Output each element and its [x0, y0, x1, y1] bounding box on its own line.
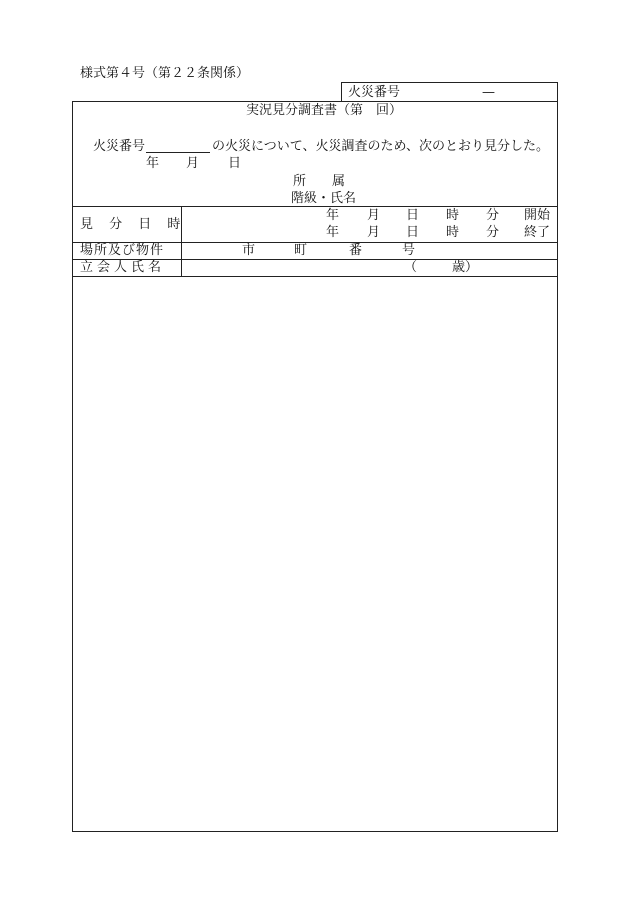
date-year: 年 [146, 156, 160, 171]
start-year: 年 [326, 208, 340, 223]
fire-number-label: 火災番号 [348, 85, 401, 100]
location-lot: 番 [349, 243, 363, 258]
form-number: 様式第４号（第２２条関係） [80, 66, 250, 81]
witness-age: 歳） [452, 260, 479, 275]
table-top-rule [72, 206, 558, 207]
location-label: 場所及び物件 [80, 243, 165, 258]
document-title: 実況見分調査書（第 回） [246, 103, 403, 118]
start-day: 日 [406, 208, 420, 223]
affiliation-label: 所 属 [293, 174, 346, 189]
location-town: 町 [294, 243, 308, 258]
date-day: 日 [228, 156, 242, 171]
location-number: 号 [402, 243, 416, 258]
fire-number-dash: — [482, 85, 495, 100]
end-status: 終了 [524, 225, 551, 240]
location-city: 市 [242, 243, 256, 258]
rank-name-label: 階級・氏名 [291, 191, 357, 206]
intro-prefix: 火災番号 [93, 139, 146, 154]
witness-label: 立会人氏名 [80, 260, 166, 275]
date-month: 月 [186, 156, 200, 171]
table-bottom-rule [72, 276, 558, 277]
start-status: 開始 [524, 208, 551, 223]
witness-age-open: （ [404, 260, 418, 275]
start-minute: 分 [486, 208, 500, 223]
end-day: 日 [406, 225, 420, 240]
end-month: 月 [367, 225, 381, 240]
fire-number-blank-underline [146, 152, 210, 153]
inspection-datetime-label: 見 分 日 時 [80, 217, 187, 232]
end-hour: 時 [446, 225, 460, 240]
end-minute: 分 [486, 225, 500, 240]
start-hour: 時 [446, 208, 460, 223]
end-year: 年 [326, 225, 340, 240]
intro-suffix: の火災について、火災調査のため、次のとおり見分した。 [212, 139, 549, 154]
start-month: 月 [367, 208, 381, 223]
